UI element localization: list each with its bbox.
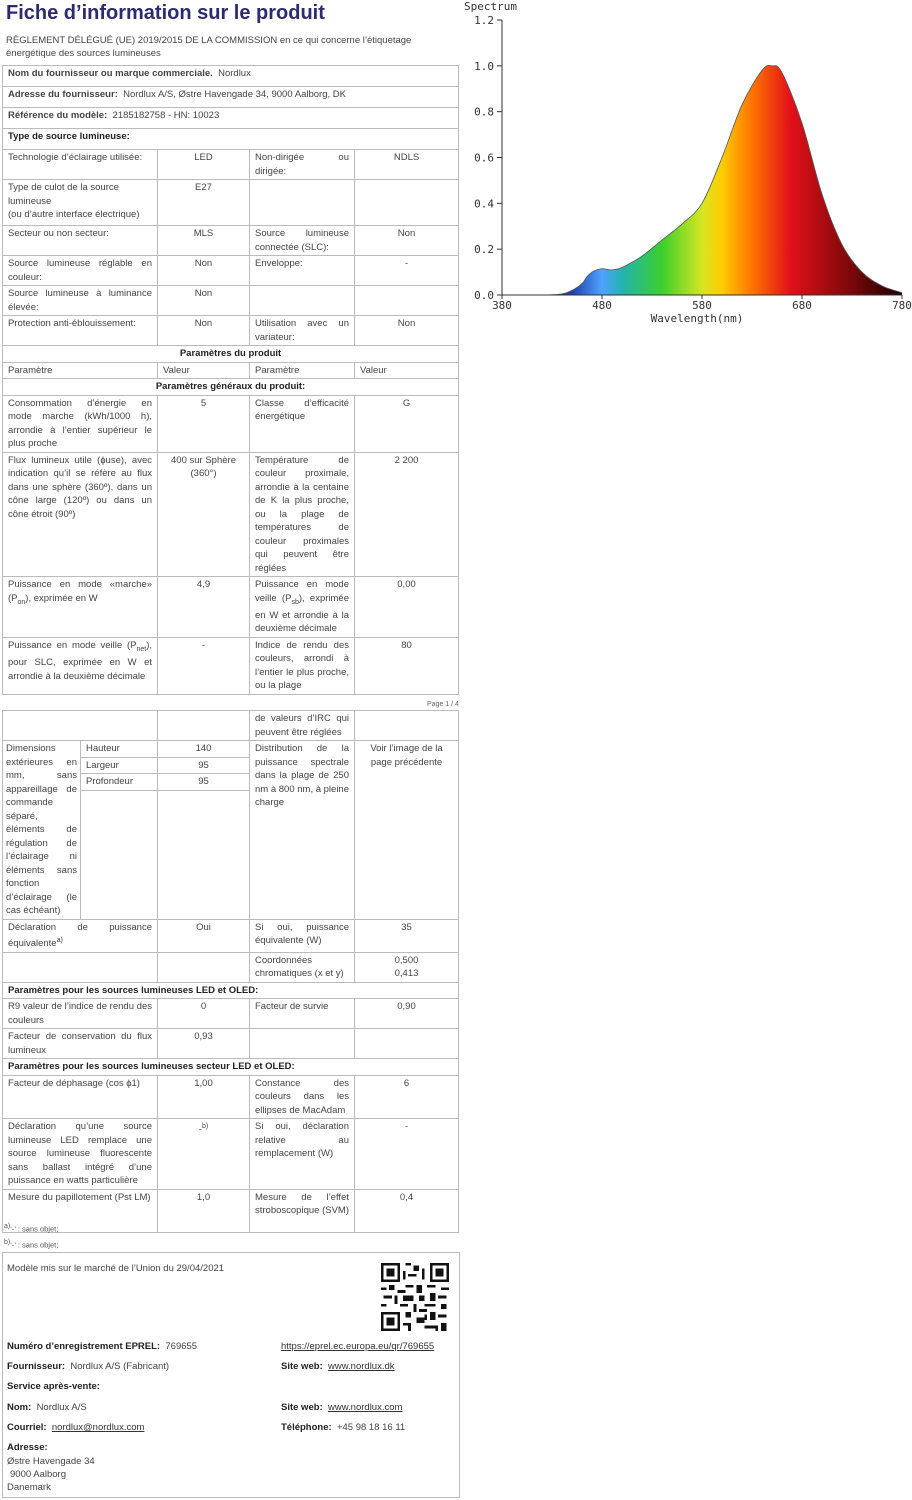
y-tick-label: 0.6: [474, 151, 494, 165]
stroboscopic-value: 0,4: [355, 1189, 459, 1232]
replacement-value: -$^{b)}$: [158, 1119, 250, 1190]
directional-label: Non-dirigée ou dirigée:: [250, 150, 355, 180]
pnet-label: Puissance en mode veille $(P_{net})$, pour SLC, exprimée en W et arrondie à la deuxième décimale: [3, 637, 158, 694]
width-value: 95: [158, 757, 250, 774]
service-website-row: Site web: www.nordlux.com: [281, 1402, 403, 1413]
supplier-row: Fournisseur: Nordlux A/S (Fabricant): [7, 1361, 170, 1372]
address-line-2: 9000 Aalborg: [10, 1469, 66, 1480]
cct-label: Température de couleur proximale, arrondie à la centaine de K la plus proche, ou la plage de températures de couleur proximales qui peuvent être réglées: [250, 452, 355, 577]
tech-value: LED: [158, 150, 250, 180]
y-tick-label: 1.2: [474, 14, 494, 27]
energy-value: 5: [158, 395, 250, 452]
regulation-subtitle: RÈGLEMENT DÉLÉGUÉ (UE) 2019/2015 DE LA COMMISSION en ce qui concerne l’étiquetage énergétique des sources lumineuses: [6, 35, 412, 59]
y-tick-label: 0.8: [474, 105, 494, 119]
email-link[interactable]: nordlux@nordlux.com: [51, 1422, 145, 1433]
glare-label: Protection anti-éblouissement:: [3, 316, 158, 346]
supplier-name-row: Nom du fournisseur ou marque commerciale. Nordlux: [3, 66, 459, 87]
x-tick-label: 780: [892, 299, 912, 312]
col-value-2: Valeur: [355, 362, 459, 379]
x-tick-label: 380: [492, 299, 512, 312]
directional-value: NDLS: [355, 150, 459, 180]
psb-value: 0,00: [355, 577, 459, 638]
replacement-label: Déclaration qu’une source lumineuse LED remplace une source lumineuse fluorescente sans ballast intégré d’une puissance en watts particulière: [3, 1119, 158, 1190]
footnote-a: $^{a)}$‘-’ : sans objet;: [4, 1223, 59, 1234]
maintenance-value: 0,93: [158, 1029, 250, 1059]
replacement-watt-value: -: [355, 1119, 459, 1190]
envelope-value: -: [355, 256, 459, 286]
email-row: Courriel: nordlux@nordlux.com: [7, 1422, 145, 1433]
col-value-1: Valeur: [158, 362, 250, 379]
y-tick-label: 0.4: [474, 197, 494, 211]
survival-label: Facteur de survie: [250, 999, 355, 1029]
x-tick-label: 480: [592, 299, 612, 312]
x-tick-label: 680: [792, 299, 812, 312]
x-axis-label: Wavelength(nm): [650, 312, 744, 325]
equivalent-watt-label: Si oui, puissance équivalente (W): [250, 919, 355, 952]
height-value: 140: [158, 741, 250, 758]
macadam-value: 6: [355, 1075, 459, 1119]
footnote-b: $^{b)}$‘-’ : sans objet;: [4, 1239, 59, 1250]
class-label: Classe d’efficacité énergétique: [250, 395, 355, 452]
pnet-value: -: [158, 637, 250, 694]
cri-value: 80: [355, 637, 459, 694]
slc-label: Source lumineuse connectée (SLC):: [250, 226, 355, 256]
replacement-watt-label: Si oui, déclaration relative au remplacement (W): [250, 1119, 355, 1190]
address-heading: Adresse:: [7, 1442, 48, 1453]
website-row: Site web: www.nordlux.dk: [281, 1361, 395, 1372]
macadam-label: Constance des couleurs dans les ellipses de MacAdam: [250, 1075, 355, 1119]
luminance-label: Source lumineuse à luminance élevée:: [3, 286, 158, 316]
supplier-footer: [2, 1252, 460, 1498]
spectrum-area: [502, 65, 902, 295]
cap-label: Type de culot de la source lumineuse (ou d’autre interface électrique): [3, 180, 158, 226]
flux-value: 400 sur Sphère (360°): [158, 452, 250, 577]
spd-label: Distribution de la puissance spectrale dans la plage de 250 nm à 800 nm, à pleine charge: [250, 741, 355, 920]
address-line-1: Østre Havengade 34: [7, 1456, 95, 1467]
pon-value: 4,9: [158, 577, 250, 638]
cct-value: 2 200: [355, 452, 459, 577]
width-label: Largeur: [81, 757, 158, 774]
phone-row: Téléphone: +45 98 18 16 11: [281, 1422, 406, 1433]
eprel-row: Numéro d’enregistrement EPREL: 769655: [7, 1341, 198, 1352]
chart-title: Spectrum: [464, 0, 517, 13]
y-tick-label: 1.0: [474, 59, 494, 73]
qr-code-icon: [381, 1263, 449, 1331]
maintenance-label: Facteur de conservation du flux lumineux: [3, 1029, 158, 1059]
page-title: Fiche d’information sur le produit: [6, 2, 325, 24]
y-tick-label: 0.2: [474, 243, 494, 257]
supplier-address-row: Adresse du fournisseur: Nordlux A/S, Østre Havengade 34, 9000 Aalborg, DK: [3, 87, 459, 108]
product-info-table-continued: [2, 710, 459, 1233]
cri-label-cont: de valeurs d’IRC qui peuvent être réglées: [250, 711, 355, 741]
x-tick-label: 580: [692, 299, 712, 312]
service-heading: Service après-vente:: [7, 1381, 100, 1392]
type-heading: Type de source lumineuse:: [3, 129, 459, 150]
envelope-label: Enveloppe:: [250, 256, 355, 286]
website-link[interactable]: www.nordlux.dk: [327, 1361, 395, 1372]
depth-value: 95: [158, 774, 250, 791]
tech-label: Technologie d’éclairage utilisée:: [3, 150, 158, 180]
col-param-2: Paramètre: [250, 362, 355, 379]
product-info-table: [2, 65, 459, 695]
page-number: Page 1 / 4: [427, 701, 459, 708]
cap-value: E27: [158, 180, 250, 226]
eprel-link[interactable]: https://eprel.ec.europa.eu/qr/769655: [281, 1341, 435, 1352]
col-param-1: Paramètre: [3, 362, 158, 379]
flicker-label: Mesure du papillotement (Pst LM): [3, 1189, 158, 1232]
flicker-value: 1,0: [158, 1189, 250, 1232]
glare-value: Non: [158, 316, 250, 346]
led-params-heading: Paramètres pour les sources lumineuses LED et OLED:: [3, 982, 459, 999]
equivalent-power-value: Oui: [158, 919, 250, 952]
y-tick-label: 0.0: [474, 289, 494, 302]
height-label: Hauteur: [81, 741, 158, 758]
chromaticity-label: Coordonnées chromatiques (x et y): [250, 952, 355, 982]
psb-label: Puissance en mode veille $(P_{sb})$, exprimée en W et arrondie à la deuxième décimale: [250, 577, 355, 638]
equivalent-power-label: Déclaration de puissance équivalente$^{a)}$: [3, 919, 158, 952]
mains-led-params-heading: Paramètres pour les sources lumineuses secteur LED et OLED:: [3, 1059, 459, 1076]
survival-value: 0,90: [355, 999, 459, 1029]
dimmer-label: Utilisation avec un variateur:: [250, 316, 355, 346]
r9-value: 0: [158, 999, 250, 1029]
r9-label: R9 valeur de l’indice de rendu des couleurs: [3, 999, 158, 1029]
cri-label: Indice de rendu des couleurs, arrondi à l’entier le plus proche, ou la plage: [250, 637, 355, 694]
equivalent-watt-value: 35: [355, 919, 459, 952]
stroboscopic-label: Mesure de l’effet stroboscopique (SVM): [250, 1189, 355, 1232]
flux-label: Flux lumineux utile (ɸuse), avec indication qu’il se réfère au flux dans une sphère (360º), dans un cône large (120º) ou dans un cône étroit (90º): [3, 452, 158, 577]
address-line-3: Danemark: [7, 1482, 51, 1493]
dimmer-value: Non: [355, 316, 459, 346]
model-reference-row: Référence du modèle: 2185182758 - HN: 10023: [3, 108, 459, 129]
depth-label: Profondeur: [81, 774, 158, 791]
dimensions-label: Dimensions extérieures en mm, sans appareillage de commande séparé, éléments de régulation de l’éclairage ni éléments sans fonction d’éclairage (le cas échéant): [3, 741, 81, 920]
energy-label: Consommation d’énergie en mode marche (kWh/1000 h), arrondie à l’entier supérieur le plus proche: [3, 395, 158, 452]
pon-label: Puissance en mode «marche» $(P_{on})$, exprimée en W: [3, 577, 158, 638]
class-value: G: [355, 395, 459, 452]
chromaticity-value: 0,500 0,413: [355, 952, 459, 982]
luminance-value: Non: [158, 286, 250, 316]
colour-tunable-value: Non: [158, 256, 250, 286]
service-website-link[interactable]: www.nordlux.com: [327, 1402, 403, 1413]
power-factor-value: 1,00: [158, 1075, 250, 1119]
spd-value: Voir l’image de la page précédente: [355, 741, 459, 920]
spectrum-chart: [462, 0, 912, 330]
params-heading: Paramètres du produit: [3, 346, 459, 363]
market-date: Modèle mis sur le marché de l’Union du 29/04/2021: [7, 1263, 225, 1274]
mains-label: Secteur ou non secteur:: [3, 226, 158, 256]
power-factor-label: Facteur de déphasage (cos ɸ1): [3, 1075, 158, 1119]
slc-value: Non: [355, 226, 459, 256]
service-name-row: Nom: Nordlux A/S: [7, 1402, 87, 1413]
colour-tunable-label: Source lumineuse réglable en couleur:: [3, 256, 158, 286]
mains-value: MLS: [158, 226, 250, 256]
general-params-heading: Paramètres généraux du produit:: [3, 379, 459, 396]
